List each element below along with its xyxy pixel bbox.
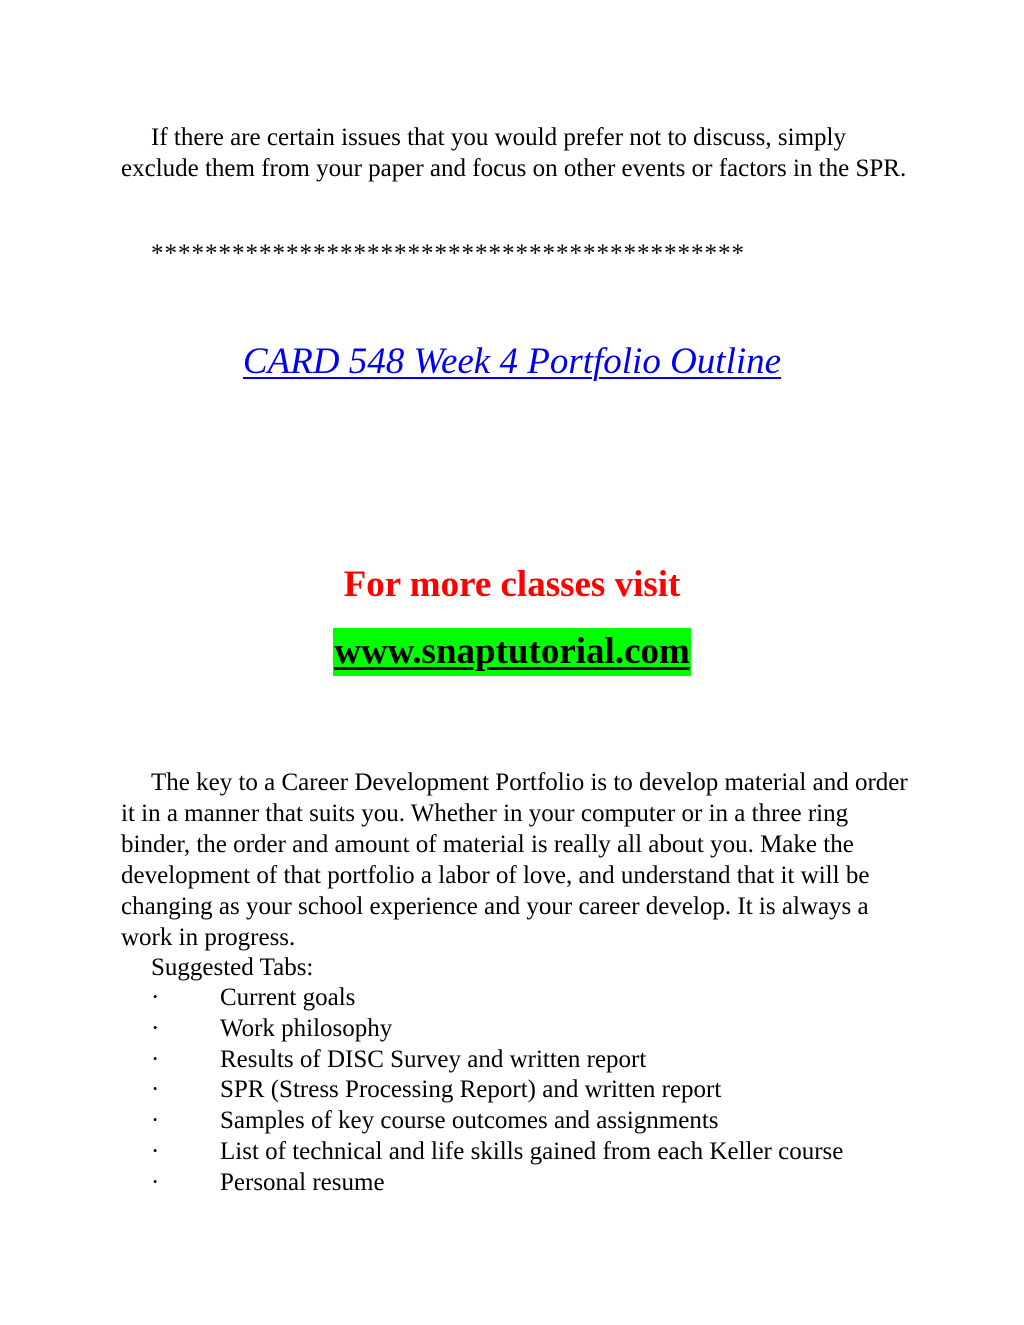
website-link[interactable]: www.snaptutorial.com [333,628,691,676]
intro-text: If there are certain issues that you would prefer not to discuss, simply exclude them from your paper and focus on other events or factors in the SPR. [121,124,907,182]
list-item-label: Results of DISC Survey and written report [220,1045,647,1073]
body-paragraph [121,767,921,953]
bullet-icon: · [151,1045,160,1073]
suggested-tabs-heading: Suggested Tabs: [151,954,314,981]
list-item-label: SPR (Stress Processing Report) and written report [220,1076,722,1104]
list-item [151,1106,843,1137]
list-item [151,1075,843,1106]
bullet-icon: · [151,1107,160,1135]
bullet-icon: · [151,1076,160,1104]
intro-paragraph [121,122,921,184]
list-item-label: Samples of key course outcomes and assignments [220,1107,719,1135]
list-item [151,1014,843,1045]
bullet-icon: · [151,1137,160,1165]
asterisk-separator: ******************************************** [151,240,745,267]
suggested-tabs-list [151,983,843,1199]
promo-heading: For more classes visit [343,564,681,605]
body-text: The key to a Career Development Portfolio is to develop material and order it in a manner that suits you. Whether in your computer or in a three ring binder, the order and amount of material is really all about you. Make the development of that portfolio a labor of love, and understand that it will be changing as your school experience and your career develop. It is always a work in progress. [121,769,908,951]
list-item-label: Personal resume [220,1168,385,1196]
promo-link-container [0,628,1024,676]
list-item [151,1137,843,1168]
list-item-label: Work philosophy [220,1014,393,1042]
list-item-label: List of technical and life skills gained from each Keller course [220,1137,844,1165]
bullet-icon: · [151,984,160,1011]
list-item [151,983,843,1014]
list-item-label: Current goals [220,984,356,1011]
bullet-icon: · [151,1168,160,1196]
document-title-link[interactable]: CARD 548 Week 4 Portfolio Outline [242,341,782,382]
bullet-icon: · [151,1014,160,1042]
list-item [151,1168,843,1199]
list-item [151,1045,843,1076]
